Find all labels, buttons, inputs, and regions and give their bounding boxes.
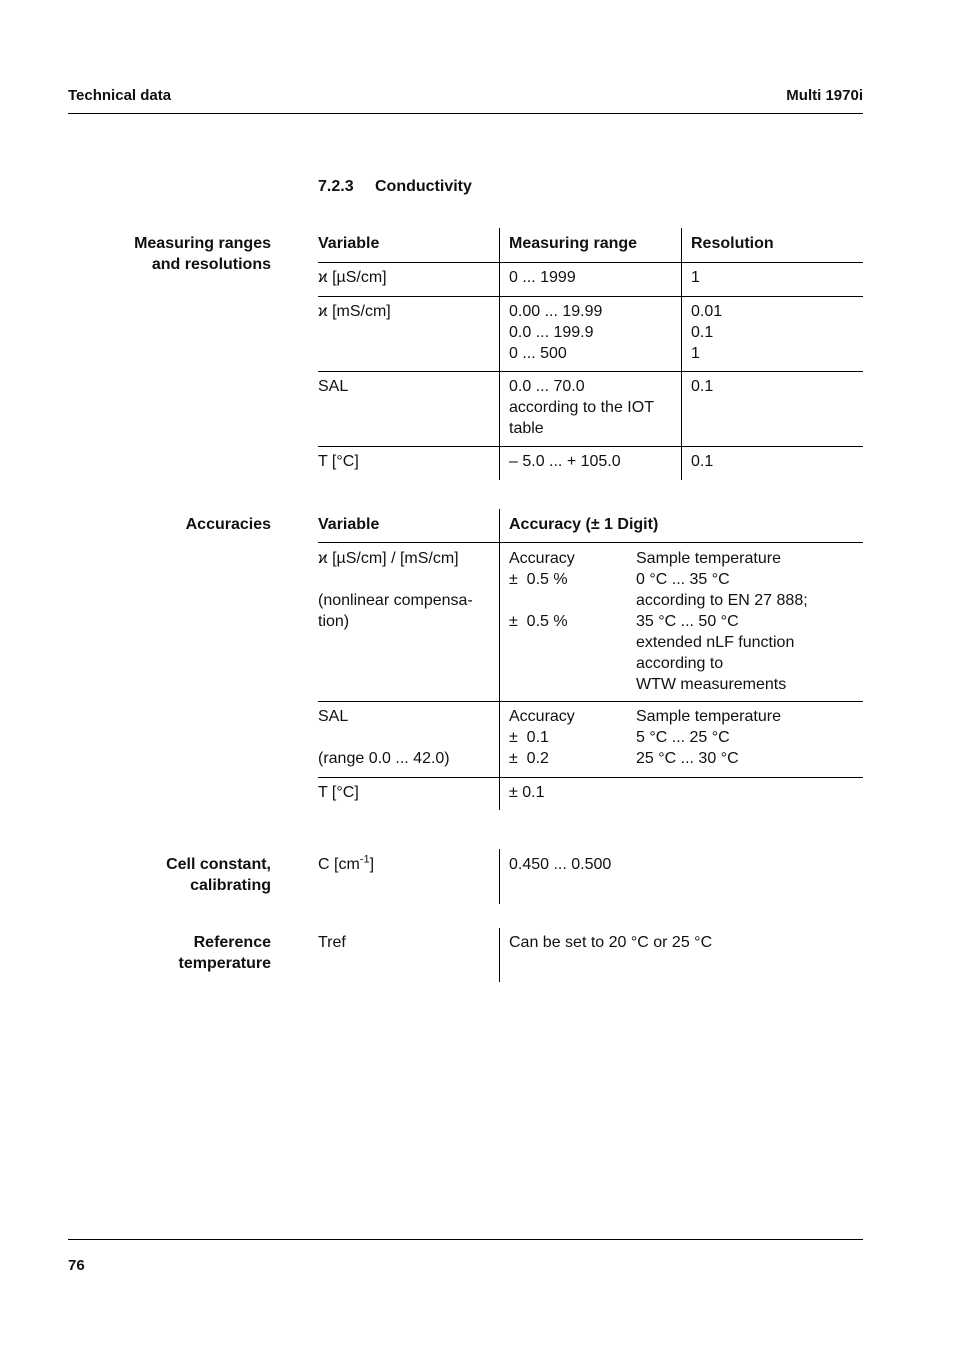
header-rule [68, 113, 863, 114]
running-header-left: Technical data [68, 87, 172, 104]
cell-constant-label: Cell constant, calibrating [166, 856, 271, 894]
table-rule [318, 371, 863, 372]
table-cell: 0.00 ... 19.99 0.0 ... 199.9 0 ... 500 [509, 303, 603, 362]
table-rule [318, 701, 863, 702]
table-cell: ϰ [mS/cm] [318, 303, 391, 320]
table-divider [681, 228, 682, 480]
table-rule [318, 262, 863, 263]
table-rule [318, 542, 863, 543]
cell-constant-variable: C $[cm^{-1}]$ [318, 853, 375, 873]
table-cell: T [°C] [318, 453, 359, 470]
table-cell: T [°C] [318, 784, 359, 801]
reference-variable: Tref [318, 934, 346, 951]
table-cell: 0.1 [691, 378, 714, 395]
table-cell: SAL (range 0.0 ... 42.0) [318, 708, 450, 767]
table-cell: 0 ... 1999 [509, 269, 576, 286]
table-divider [499, 509, 500, 810]
reference-value: Can be set to 20 °C or 25 °C [509, 934, 713, 951]
section-heading [318, 178, 472, 196]
table-header: Resolution [691, 235, 774, 252]
table-header: Accuracy (± 1 Digit) [509, 516, 659, 533]
accuracies-label: Accuracies [185, 516, 271, 533]
table-cell: Accuracy ± 0.1 ± 0.2 [509, 708, 575, 767]
table-rule [318, 777, 863, 778]
table-cell: 0.0 ... 70.0 according to the IOT table [509, 378, 654, 437]
footer-rule [68, 1239, 863, 1240]
table-rule [318, 446, 863, 447]
cell-constant-value: 0.450 ... 0.500 [509, 856, 612, 873]
table-header: Measuring range [509, 235, 638, 252]
table-cell: 0.01 0.1 1 [691, 303, 723, 362]
table-cell: ± 0.1 [509, 784, 545, 801]
running-header-right: Multi 1970i [786, 87, 863, 104]
section-title: Conductivity [375, 178, 472, 195]
section-number: 7.2.3 [318, 178, 354, 195]
table-divider [499, 228, 500, 480]
table-cell: SAL [318, 378, 349, 395]
table-cell: – 5.0 ... + 105.0 [509, 453, 621, 470]
table-cell: ϰ [µS/cm] / [mS/cm] (nonlinear compensa- tion) [318, 550, 473, 630]
table-header: Variable [318, 235, 380, 252]
table-cell: 1 [691, 269, 700, 286]
ranges-label: Measuring ranges and resolutions [134, 235, 271, 273]
table-divider [499, 928, 500, 982]
table-cell: 0.1 [691, 453, 714, 470]
table-rule [318, 296, 863, 297]
reference-label: Reference temperature [178, 934, 271, 972]
table-header: Variable [318, 516, 380, 533]
table-divider [499, 849, 500, 904]
table-cell: ϰ [µS/cm] [318, 269, 387, 286]
table-cell: Accuracy ± 0.5 % ± 0.5 % [509, 550, 575, 630]
table-cell: Sample temperature 0 °C ... 35 °C according to EN 27 888; 35 °C ... 50 °C extended nLF function according to WTW measurements [636, 550, 808, 693]
table-cell: Sample temperature 5 °C ... 25 °C 25 °C ... 30 °C [636, 708, 781, 767]
page-number: 76 [68, 1257, 85, 1274]
